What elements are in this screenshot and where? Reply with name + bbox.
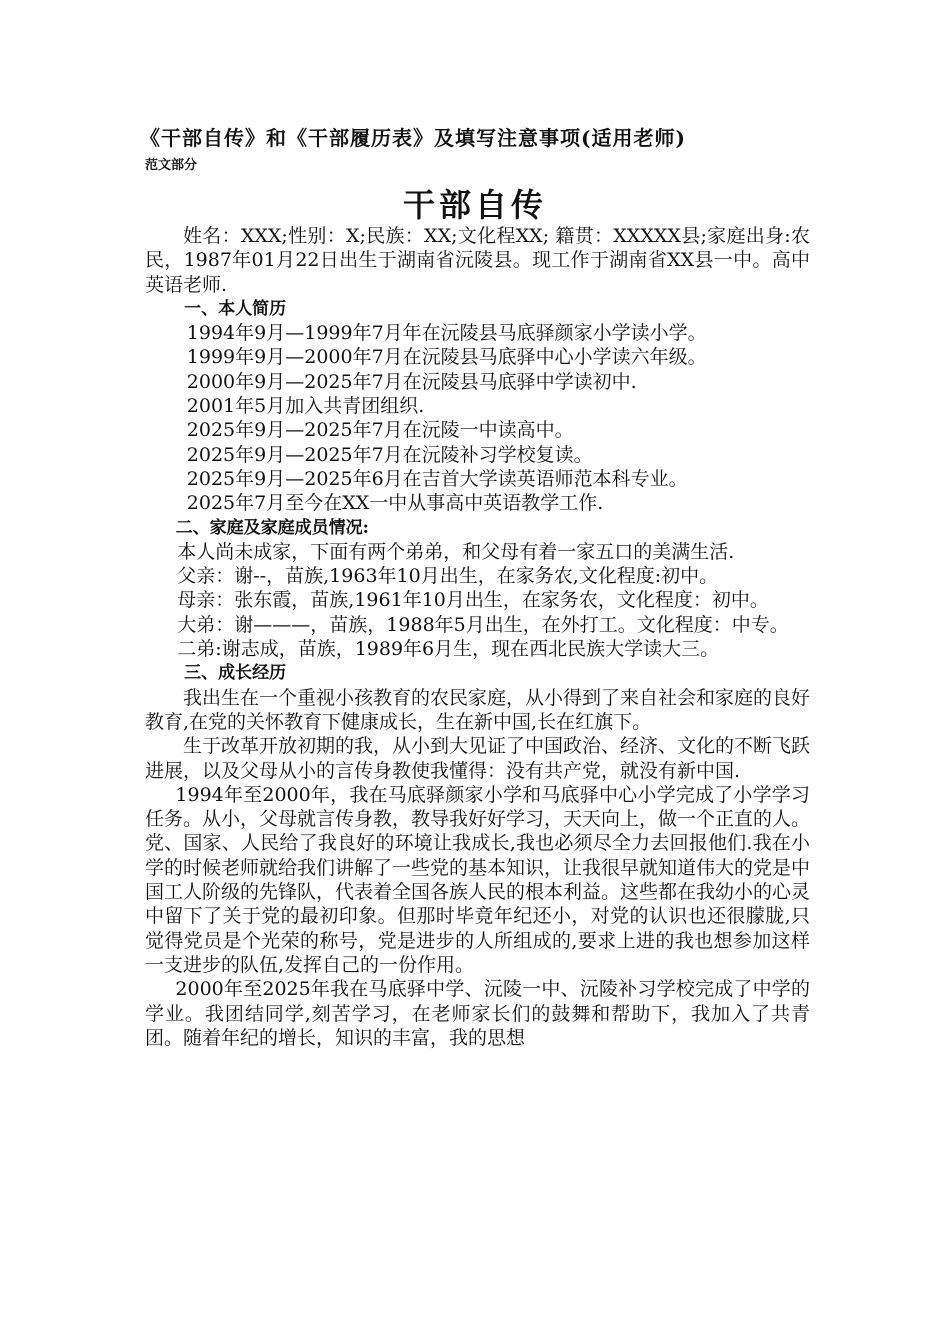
resume-item: 2025年9月—2025年7月在沅陵补习学校复读。 (186, 443, 593, 466)
document-title: 《干部自传》和《干部履历表》及填写注意事项(适用老师) (140, 126, 686, 150)
resume-item: 2001年5月加入共青团组织. (186, 395, 425, 418)
growth-paragraph: 我出生在一个重视小孩教育的农民家庭，从小得到了来自社会和家庭的良好教育,在党的关怀教育下健康成长，生在新中国,长在红旗下。 (145, 686, 811, 733)
family-member: 父亲：谢--，苗族,1963年10月出生，在家务农,文化程度:初中。 (177, 565, 719, 588)
resume-item: 1994年9月—1999年7月年在沅陵县马底驿颜家小学读小学。 (186, 322, 707, 345)
growth-paragraph: 生于改革开放初期的我，从小到大见证了中国政治、经济、文化的不断飞跃进展，以及父母从小的言传身教使我懂得：没有共产党，就没有新中国. (145, 735, 811, 782)
growth-paragraph: 1994年至2000年，我在马底驿颜家小学和马底驿中心小学完成了小学学习任务。从小，父母就言传身教，教导我好好学习，天天向上，做一个正直的人。党、国家、人民给了我良好的环境让我成长,我也必须尽全力去回报他们.我在小学的时候老师就给我们讲解了一些党的基本知识，让我很早就知道伟大的党是中国工人阶级的先锋队，代表着全国各族人民的根本利益。这些都在我幼小的心灵中留下了关于党的最初印象。但那时毕竟年纪还小，对党的认识也还很朦胧,只觉得党员是个光荣的称号，党是进步的人所组成的,要求上进的我也想参加这样一支进步的队伍,发挥自己的一份作用。 (145, 783, 811, 976)
resume-item: 2025年9月—2025年6月在吉首大学读英语师范本科专业。 (186, 467, 688, 490)
resume-item: 2000年9月—2025年7月在沅陵县马底驿中学读初中. (186, 370, 637, 393)
resume-item: 1999年9月—2000年7月在沅陵县马底驿中心小学读六年级。 (186, 346, 707, 369)
family-member: 大弟：谢———，苗族，1988年5月出生，在外打工。文化程度：中专。 (177, 613, 789, 636)
resume-item: 2025年7月至今在XX一中从事高中英语教学工作. (186, 492, 604, 515)
main-title: 干部自传 (402, 186, 547, 224)
document-subtitle: 范文部分 (145, 158, 198, 173)
section-heading-family: 二、家庭及家庭成员情况: (175, 517, 369, 538)
resume-item: 2025年9月—2025年7月在沅陵一中读高中。 (186, 419, 574, 442)
intro-paragraph: 姓名：XXX;性别：X;民族：XX;文化程XX; 籍贯：XXXXX县;家庭出身:农民，1987年01月22日出生于湖南省沅陵县。现工作于湖南省XX县一中。高中英语老师. (145, 225, 810, 296)
family-member: 二弟:谢志成，苗族，1989年6月生，现在西北民族大学读大三。 (177, 638, 720, 661)
family-member: 母亲：张东霞，苗族,1961年10月出生，在家务农，文化程度：初中。 (177, 589, 769, 612)
section-heading-resume: 一、本人简历 (184, 298, 287, 319)
family-summary: 本人尚未成家，下面有两个弟弟，和父母有着一家五口的美满生活. (177, 540, 735, 563)
growth-paragraph: 2000年至2025年我在马底驿中学、沅陵一中、沅陵补习学校完成了中学的学业。我团结同学,刻苦学习，在老师家长们的鼓舞和帮助下，我加入了共青团。随着年纪的增长，知识的丰富，我的思想 (145, 978, 810, 1049)
section-heading-growth: 三、成长经历 (184, 663, 287, 684)
document-body (145, 224, 810, 1050)
